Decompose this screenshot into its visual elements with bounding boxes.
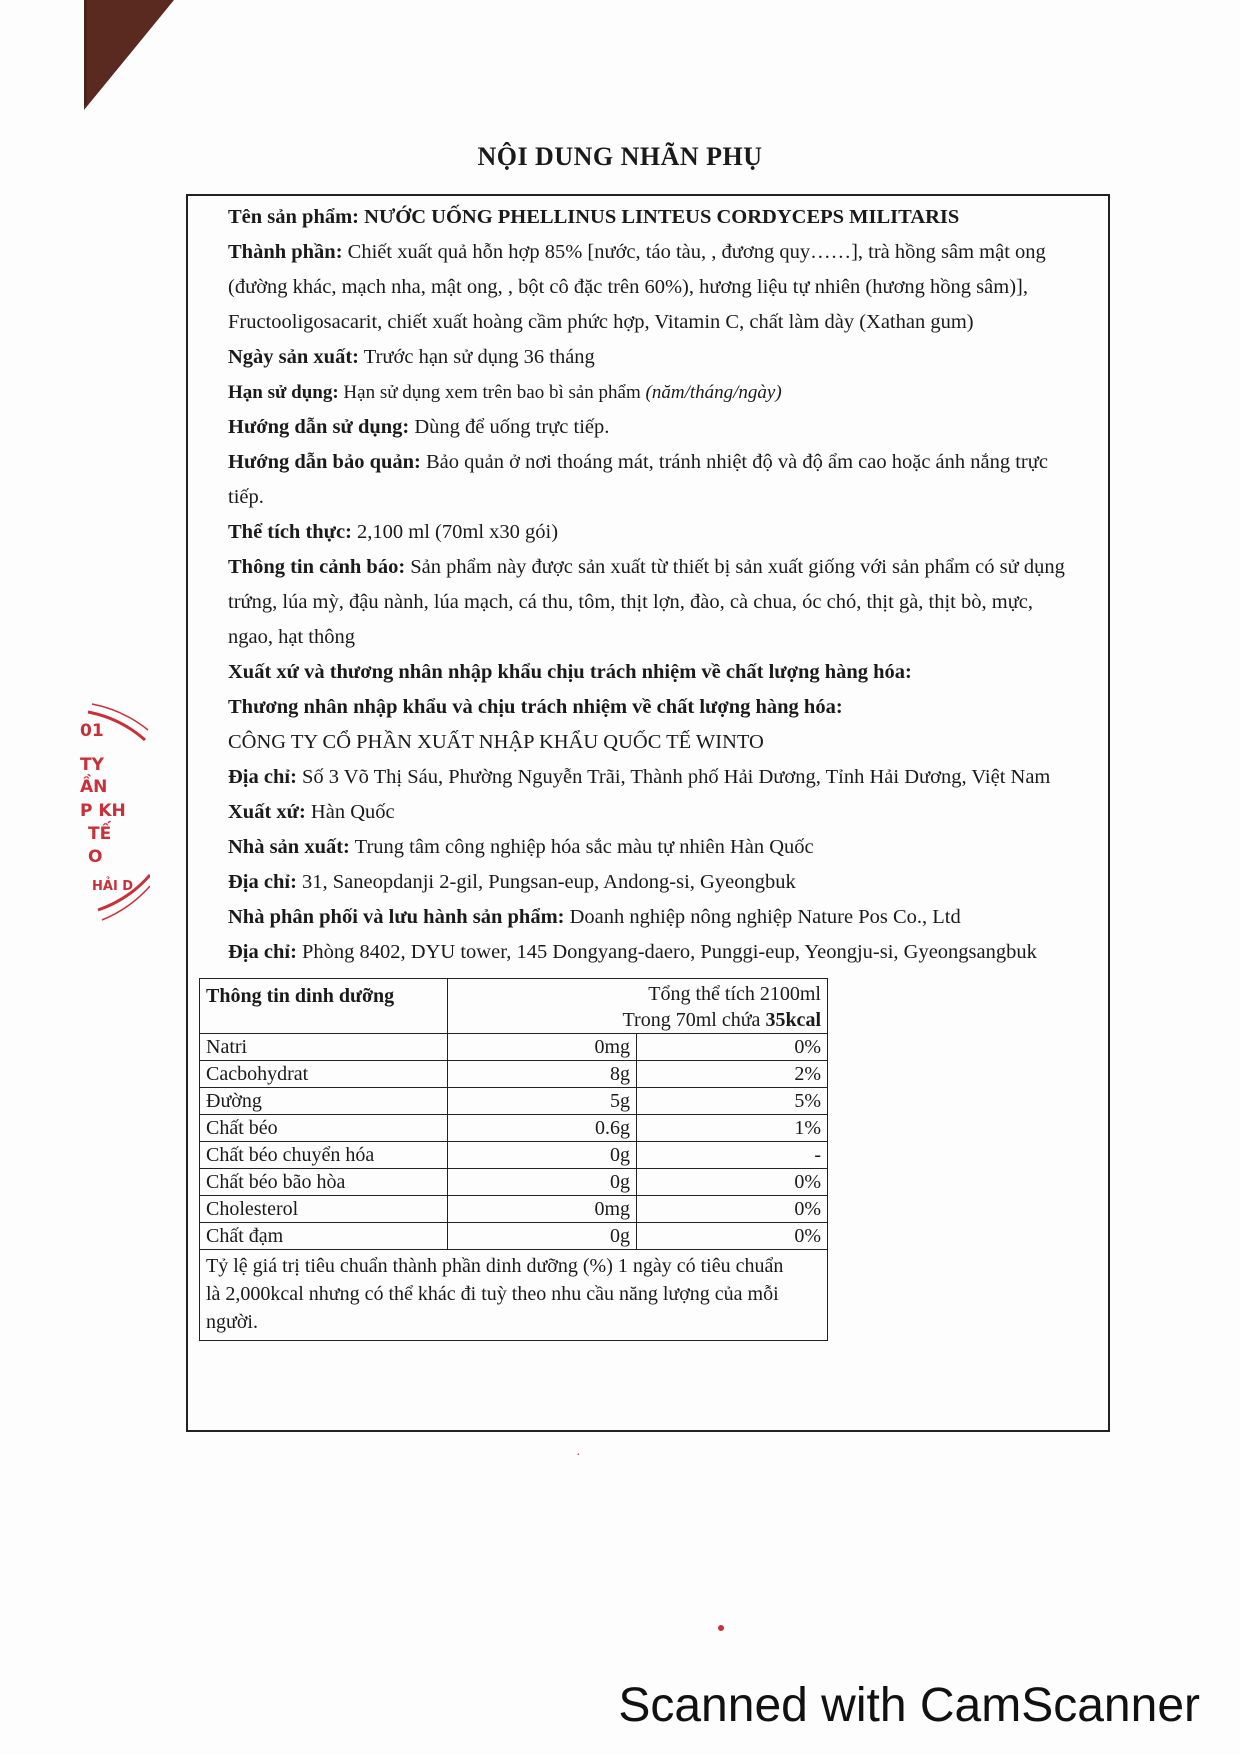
nutrient-name: Cacbohydrat <box>200 1061 448 1088</box>
nutrient-name: Natri <box>200 1034 448 1061</box>
table-row <box>200 1115 828 1142</box>
ink-dot <box>718 1625 724 1631</box>
nutrient-percent: 0% <box>637 1223 828 1250</box>
nutrient-amount: 0g <box>448 1169 637 1196</box>
nutrient-percent: 0% <box>637 1169 828 1196</box>
nutrition-note-line: là 2,000kcal nhưng có thể khác đi tuỳ theo nhu cầu năng lượng của mỗi <box>206 1283 779 1305</box>
ink-speck: · <box>576 1448 581 1463</box>
storage-line-2: tiếp. <box>228 486 264 508</box>
manufacture-date-line: Ngày sản xuất: Trước hạn sử dụng 36 tháng <box>228 346 595 368</box>
nutrient-name: Cholesterol <box>200 1196 448 1223</box>
nutrient-name: Chất đạm <box>200 1223 448 1250</box>
nutrient-percent: - <box>637 1142 828 1169</box>
ingredients-line-3: Fructooligosacarit, chiết xuất hoàng cầm phức hợp, Vitamin C, chất làm dày (Xathan gum) <box>228 311 974 333</box>
nutrient-amount: 5g <box>448 1088 637 1115</box>
nutrient-amount: 0mg <box>448 1034 637 1061</box>
ingredients-line: Thành phần: Chiết xuất quả hỗn hợp 85% [nước, táo tàu, , đương quy……], trà hồng sâm mật ong <box>228 241 1046 263</box>
nutrition-header-row <box>200 979 828 1034</box>
serving-energy: Trong 70ml chứa 35kcal <box>622 1009 821 1031</box>
warning-line-3: ngao, hạt thông <box>228 626 355 648</box>
nutrition-note <box>200 1250 828 1341</box>
product-name-line: Tên sản phẩm: NƯỚC UỐNG PHELLINUS LINTEUS CORDYCEPS MILITARIS <box>228 206 960 228</box>
nutrient-name: Đường <box>200 1088 448 1115</box>
page-title: NỘI DUNG NHÃN PHỤ <box>477 142 763 171</box>
seal-text: TY <box>80 755 104 775</box>
seal-text: HẢI D <box>92 879 134 894</box>
importer-address-line: Địa chỉ: Số 3 Võ Thị Sáu, Phường Nguyễn Trãi, Thành phố Hải Dương, Tỉnh Hải Dương, Việt Nam <box>228 766 1051 788</box>
net-volume-line: Thể tích thực: 2,100 ml (70ml x30 gói) <box>228 521 559 543</box>
seal-text: O <box>88 847 103 867</box>
nutrient-name: Chất béo <box>200 1115 448 1142</box>
nutrient-percent: 0% <box>637 1034 828 1061</box>
nutrition-header-label: Thông tin dinh dưỡng <box>200 979 448 1034</box>
manufacturer-line: Nhà sản xuất: Trung tâm công nghiệp hóa sắc màu tự nhiên Hàn Quốc <box>228 836 814 858</box>
folded-corner-edge <box>84 0 87 105</box>
total-volume: Tổng thể tích 2100ml <box>648 983 821 1005</box>
nutrient-amount: 0g <box>448 1223 637 1250</box>
origin-line: Xuất xứ: Hàn Quốc <box>228 801 395 823</box>
folded-corner <box>84 0 174 110</box>
nutrient-percent: 0% <box>637 1196 828 1223</box>
nutrition-table <box>199 978 828 1341</box>
importer-heading: Thương nhân nhập khẩu và chịu trách nhiệm về chất lượng hàng hóa: <box>228 696 843 718</box>
label-content <box>228 200 1108 970</box>
nutrient-amount: 0mg <box>448 1196 637 1223</box>
table-row <box>200 1142 828 1169</box>
expiry-line: Hạn sử dụng: Hạn sử dụng xem trên bao bì sản phẩm (năm/tháng/ngày) <box>228 382 782 403</box>
scanner-watermark: Scanned with CamScanner <box>618 1679 1200 1732</box>
storage-line: Hướng dẫn bảo quản: Bảo quản ở nơi thoáng mát, tránh nhiệt độ và độ ẩm cao hoặc ánh nắng trực <box>228 451 1048 473</box>
nutrition-note-line: Tỷ lệ giá trị tiêu chuẩn thành phần dinh dưỡng (%) 1 ngày có tiêu chuẩn <box>206 1255 784 1277</box>
table-row <box>200 1061 828 1088</box>
table-row <box>200 1169 828 1196</box>
seal-text: P KH <box>80 801 126 821</box>
importer-name: CÔNG TY CỔ PHẦN XUẤT NHẬP KHẨU QUỐC TẾ WINTO <box>228 731 764 753</box>
table-row <box>200 1223 828 1250</box>
table-row <box>200 1088 828 1115</box>
nutrient-name: Chất béo bão hòa <box>200 1169 448 1196</box>
seal-text: 01 <box>80 721 104 741</box>
nutrient-amount: 0g <box>448 1142 637 1169</box>
nutrient-amount: 8g <box>448 1061 637 1088</box>
distributor-address-line: Địa chỉ: Phòng 8402, DYU tower, 145 Dongyang-daero, Punggi-eup, Yeongju-si, Gyeongsangbuk <box>228 941 1037 963</box>
seal-text: ẦN <box>80 777 108 797</box>
origin-heading: Xuất xứ và thương nhân nhập khẩu chịu trách nhiệm về chất lượng hàng hóa: <box>228 661 912 683</box>
warning-line: Thông tin cảnh báo: Sản phẩm này được sản xuất từ thiết bị sản xuất giống với sản phẩm có sử dụng <box>228 556 1065 578</box>
nutrient-percent: 2% <box>637 1061 828 1088</box>
table-row <box>200 1196 828 1223</box>
nutrient-percent: 5% <box>637 1088 828 1115</box>
warning-line-2: trứng, lúa mỳ, đậu nành, lúa mạch, cá thu, tôm, thịt lợn, đào, cà chua, óc chó, thịt gà, thịt bò, mực, <box>228 591 1034 613</box>
nutrition-header-summary <box>448 979 828 1034</box>
table-row <box>200 1034 828 1061</box>
nutrient-amount: 0.6g <box>448 1115 637 1142</box>
usage-line: Hướng dẫn sử dụng: Dùng để uống trực tiếp. <box>228 416 610 438</box>
distributor-line: Nhà phân phối và lưu hành sản phẩm: Doanh nghiệp nông nghiệp Nature Pos Co., Ltd <box>228 906 961 928</box>
nutrient-percent: 1% <box>637 1115 828 1142</box>
nutrient-name: Chất béo chuyển hóa <box>200 1142 448 1169</box>
nutrition-note-line: người. <box>206 1311 258 1333</box>
seal-text: TẾ <box>88 824 112 844</box>
nutrition-note-row <box>200 1250 828 1341</box>
ingredients-line-2: (đường khác, mạch nha, mật ong, , bột cô đặc trên 60%), hương liệu tự nhiên (hương hồng sâm)], <box>228 276 1028 298</box>
manufacturer-address-line: Địa chỉ: 31, Saneopdanji 2-gil, Pungsan-eup, Andong-si, Gyeongbuk <box>228 871 796 893</box>
